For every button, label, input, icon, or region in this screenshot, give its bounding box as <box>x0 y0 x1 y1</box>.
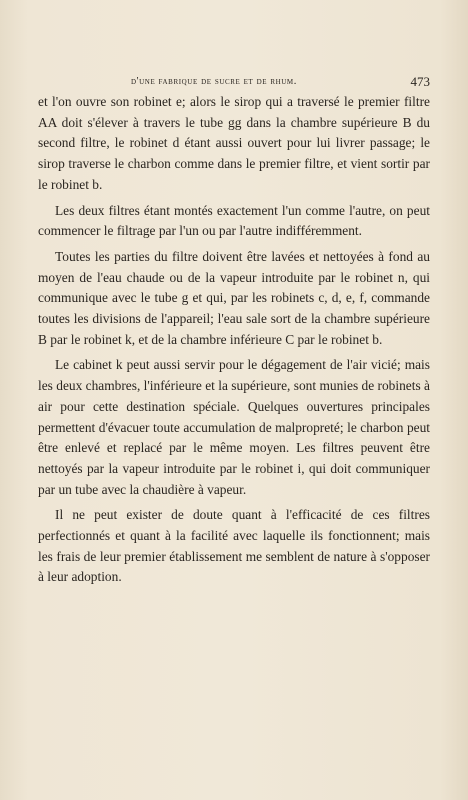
body-text <box>38 92 430 593</box>
running-header <box>38 73 430 91</box>
running-title: d'une fabrique de sucre et de rhum. <box>131 76 297 87</box>
paragraph: Les deux filtres étant montés exactement l'un comme l'autre, on peut commencer le filtrage par l'un ou par l'autre indifféremment. <box>38 202 430 239</box>
paragraph: Il ne peut exister de doute quant à l'efficacité de ces filtres perfectionnés et quant à la facilité avec laquelle ils fonctionnent; mais les frais de leur premier établissement me semblent de nature à s'opposer à leur adoption. <box>38 507 430 585</box>
paragraph: et l'on ouvre son robinet e; alors le sirop qui a traversé le premier filtre AA doit s'élever à travers le tube gg dans la chambre supérieure B du second filtre, le robinet d étant aussi ouvert pour lui livrer passage; le sirop traverse le charbon comme dans le premier filtre, et vient sortir par le robinet b. <box>38 94 430 192</box>
paragraph: Toutes les parties du filtre doivent être lavées et nettoyées à fond au moyen de l'eau chaude ou de la vapeur introduite par le robinet n, qui communique avec le tube g et qui, par les robinets c, d, e, f, commande toutes les divisions de l'appareil; l'eau sale sort de la chambre supérieure B par le robinet k, et de la chambre inférieure C par le robinet b. <box>38 248 430 347</box>
paragraph: Le cabinet k peut aussi servir pour le dégagement de l'air vicié; mais les deux chambres, l'inférieure et la supérieure, sont munies de robinets à air pour cette destination spéciale. Quelques ouvertures principales permettent d'évacuer toute accumulation de malpropreté; le charbon peut être enlevé et replacé par le même moyen. Les filtres peuvent être nettoyés par la vapeur introduite par le robinet i, qui doit communiquer par un tube avec la chaudière à vapeur. <box>38 357 430 497</box>
page-number: 473 <box>410 74 430 89</box>
